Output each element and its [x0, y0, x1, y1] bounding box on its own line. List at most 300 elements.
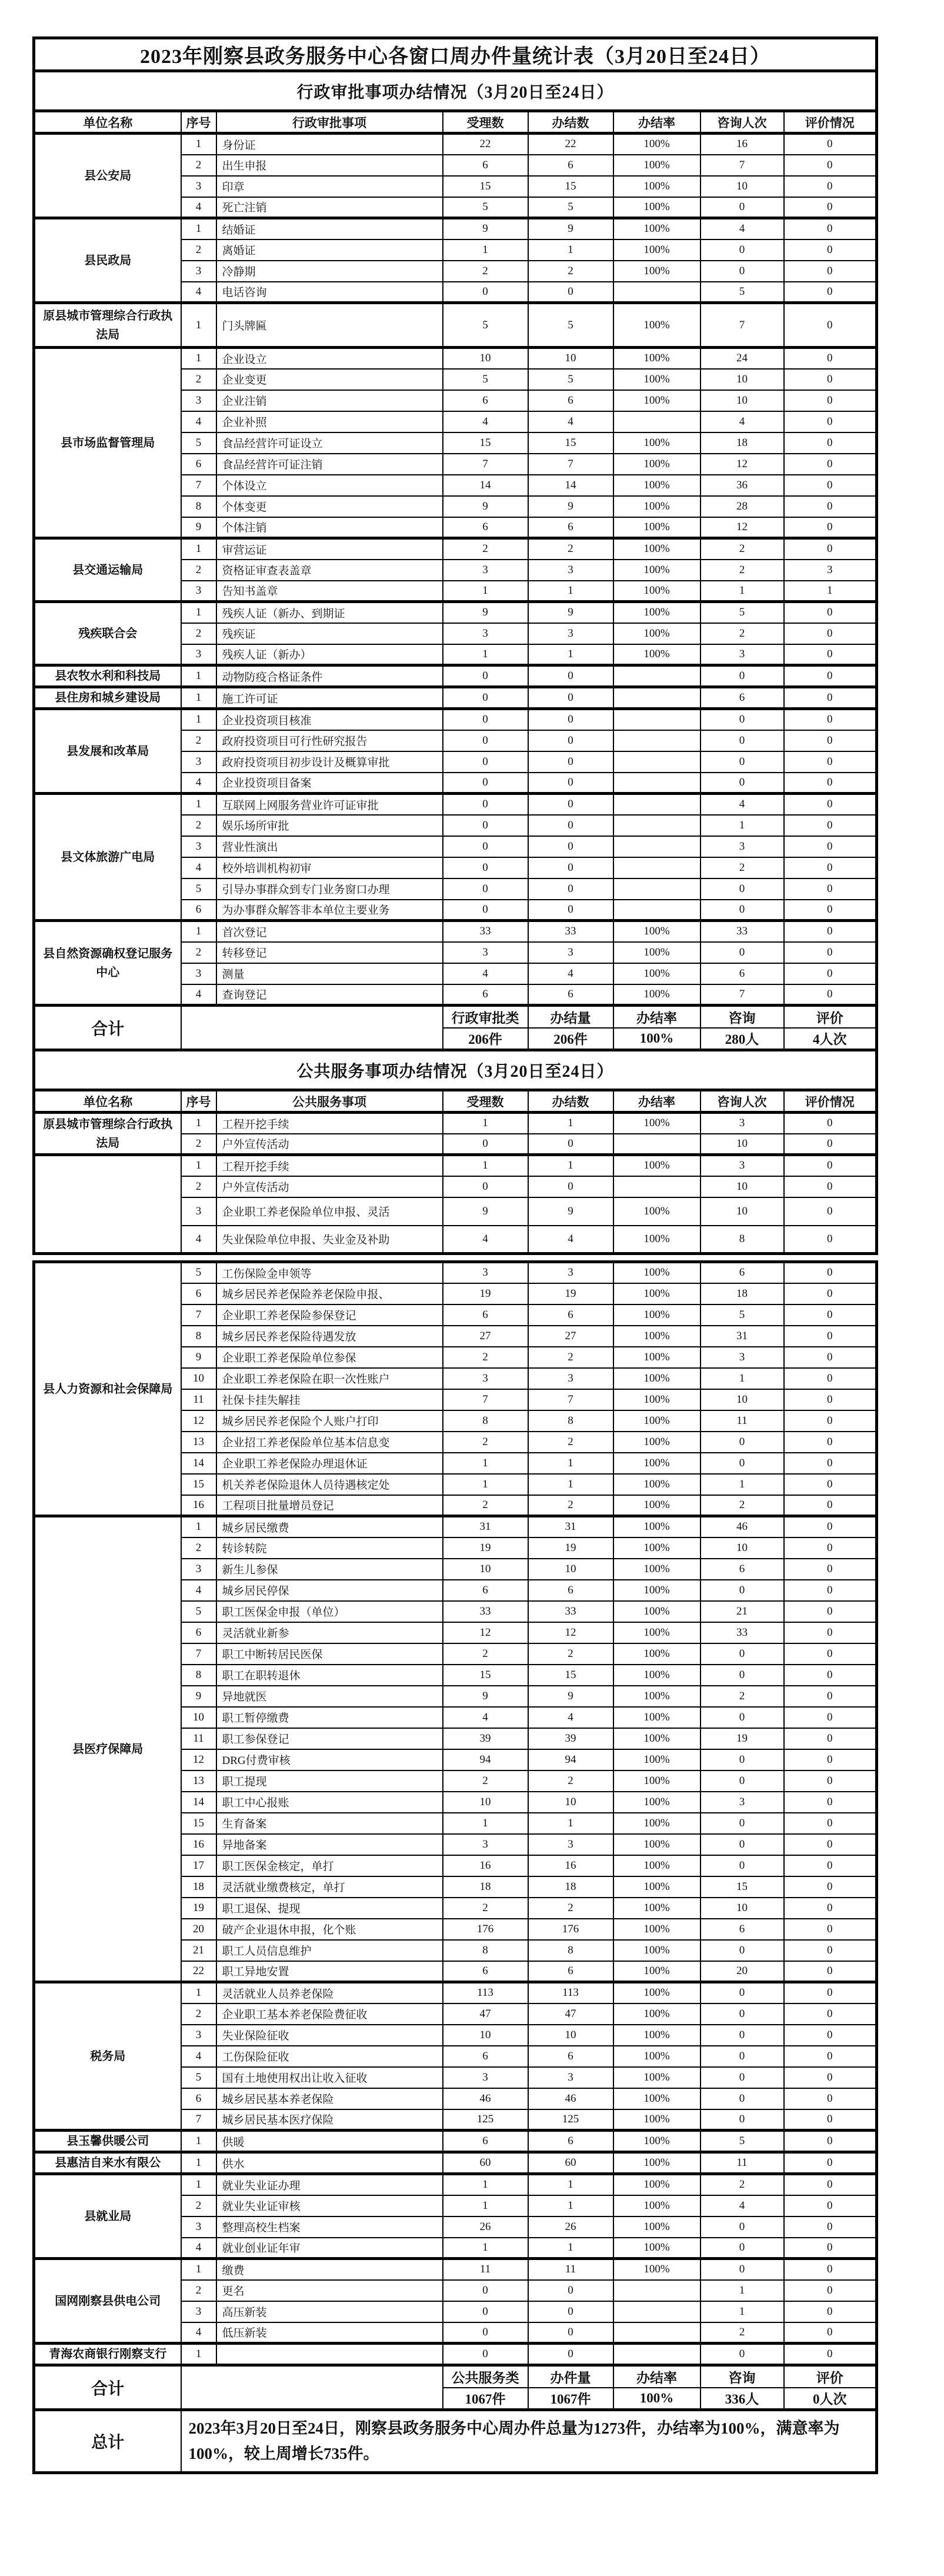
evaluation-cell: 0 [784, 878, 877, 900]
consult-count-cell: 2 [701, 1495, 784, 1516]
consult-count-cell: 0 [701, 751, 784, 773]
item-cell: 转移登记 [216, 942, 443, 963]
seq-cell: 4 [181, 411, 216, 432]
consult-count-cell: 1 [701, 2301, 784, 2322]
item-cell: 残疾人证（新办） [216, 644, 443, 665]
accepted-count-cell: 12 [443, 1622, 528, 1643]
completed-count-cell: 10 [528, 348, 613, 369]
evaluation-cell: 0 [784, 1813, 877, 1834]
seq-cell: 5 [181, 1262, 216, 1283]
consult-count-cell: 6 [701, 963, 784, 984]
completed-count-cell: 22 [528, 134, 613, 155]
item-cell: 城乡居民停保 [216, 1580, 443, 1601]
column-header-3: 受理数 [443, 111, 528, 134]
consult-count-cell: 0 [701, 1580, 784, 1601]
completed-count-cell: 6 [528, 1961, 613, 1982]
accepted-count-cell: 6 [443, 2131, 528, 2152]
evaluation-cell: 0 [784, 921, 877, 942]
completed-count-cell: 4 [528, 411, 613, 432]
completed-count-cell: 33 [528, 921, 613, 942]
item-cell: 结婚证 [216, 218, 443, 239]
total-spacer-cell [181, 2365, 443, 2410]
item-cell: 失业保险征收 [216, 2025, 443, 2046]
accepted-count-cell: 9 [443, 602, 528, 623]
unit-name-cell: 县民政局 [34, 218, 181, 303]
unit-name-cell: 县人力资源和社会保障局 [34, 1262, 181, 1516]
completed-count-cell: 5 [528, 197, 613, 218]
evaluation-cell: 0 [784, 1516, 877, 1537]
item-cell: 社保卡挂失解挂 [216, 1389, 443, 1410]
evaluation-cell: 0 [784, 1770, 877, 1792]
consult-count-cell: 2 [701, 1686, 784, 1707]
consult-count-cell: 7 [701, 303, 784, 348]
evaluation-cell: 0 [784, 857, 877, 878]
completed-count-cell: 39 [528, 1728, 613, 1749]
accepted-count-cell: 19 [443, 1283, 528, 1304]
seq-cell: 1 [181, 2259, 216, 2280]
seq-cell: 2 [181, 730, 216, 751]
consult-count-cell: 0 [701, 261, 784, 282]
evaluation-cell: 0 [784, 261, 877, 282]
accepted-count-cell: 31 [443, 1516, 528, 1537]
consult-count-cell: 28 [701, 496, 784, 517]
seq-cell: 11 [181, 1728, 216, 1749]
item-cell: 灵活就业新参 [216, 1622, 443, 1643]
evaluation-cell: 0 [784, 1134, 877, 1155]
accepted-count-cell: 0 [443, 857, 528, 878]
item-cell: 整理高校生档案 [216, 2216, 443, 2238]
item-cell: 企业职工养老保险参保登记 [216, 1304, 443, 1326]
consult-count-cell: 1 [701, 581, 784, 602]
consult-count-cell: 4 [701, 2195, 784, 2216]
item-cell: 职工中心报账 [216, 1792, 443, 1813]
seq-cell: 1 [181, 1155, 216, 1176]
seq-cell: 11 [181, 1389, 216, 1410]
table-row [34, 538, 877, 560]
accepted-count-cell: 0 [443, 815, 528, 836]
seq-cell: 2 [181, 2003, 216, 2025]
evaluation-cell: 0 [784, 2088, 877, 2109]
consult-count-cell: 0 [701, 665, 784, 687]
total-value-cell: 336人 [701, 2388, 784, 2410]
item-cell: 残疾人证（新办、到期证 [216, 602, 443, 623]
seq-cell: 3 [181, 581, 216, 602]
evaluation-cell: 0 [784, 2344, 877, 2365]
table-row [34, 2259, 877, 2280]
consult-count-cell: 20 [701, 1961, 784, 1982]
seq-cell: 4 [181, 857, 216, 878]
item-cell: 户外宣传活动 [216, 1134, 443, 1155]
seq-cell: 9 [181, 1347, 216, 1368]
total-header-cell: 评价 [784, 1006, 877, 1028]
completed-count-cell: 12 [528, 1622, 613, 1643]
completion-rate-cell: 100% [613, 197, 701, 218]
accepted-count-cell: 5 [443, 197, 528, 218]
completed-count-cell: 0 [528, 1134, 613, 1155]
item-cell: 校外培训机构初审 [216, 857, 443, 878]
completed-count-cell: 19 [528, 1283, 613, 1304]
evaluation-cell: 0 [784, 155, 877, 176]
completed-count-cell: 10 [528, 2025, 613, 2046]
column-header-row [34, 1090, 877, 1113]
unit-name-cell: 原县城市管理综合行政执法局 [34, 303, 181, 348]
completion-rate-cell: 100% [613, 2238, 701, 2259]
completion-rate-cell [613, 2301, 701, 2322]
completed-count-cell: 113 [528, 1982, 613, 2003]
accepted-count-cell: 6 [443, 1580, 528, 1601]
accepted-count-cell: 14 [443, 475, 528, 496]
completion-rate-cell: 100% [613, 369, 701, 390]
accepted-count-cell: 0 [443, 878, 528, 900]
evaluation-cell: 0 [784, 1919, 877, 1940]
accepted-count-cell: 2 [443, 1898, 528, 1919]
evaluation-cell: 0 [784, 900, 877, 921]
column-header-7: 评价情况 [784, 1090, 877, 1113]
page-gap-cell [34, 1254, 877, 1262]
seq-cell: 9 [181, 517, 216, 538]
seq-cell: 3 [181, 2301, 216, 2322]
item-cell: 职工退保、提现 [216, 1898, 443, 1919]
completed-count-cell: 9 [528, 1197, 613, 1226]
unit-name-cell: 县发展和改革局 [34, 709, 181, 794]
accepted-count-cell: 1 [443, 581, 528, 602]
item-cell: 审营运证 [216, 538, 443, 560]
completed-count-cell: 1 [528, 1155, 613, 1176]
completed-count-cell: 0 [528, 857, 613, 878]
evaluation-cell: 0 [784, 1155, 877, 1176]
completion-rate-cell: 100% [613, 2174, 701, 2195]
accepted-count-cell: 0 [443, 751, 528, 773]
seq-cell: 8 [181, 1326, 216, 1347]
unit-name-cell: 县就业局 [34, 2174, 181, 2259]
completion-rate-cell: 100% [613, 155, 701, 176]
total-header-cell: 办结率 [613, 1006, 701, 1028]
accepted-count-cell: 6 [443, 2046, 528, 2067]
column-header-6: 咨询人次 [701, 111, 784, 134]
completion-rate-cell: 100% [613, 538, 701, 560]
seq-cell: 2 [181, 560, 216, 581]
total-header-cell: 办结率 [613, 2365, 701, 2388]
consult-count-cell: 18 [701, 432, 784, 454]
completion-rate-cell: 100% [613, 1686, 701, 1707]
seq-cell: 1 [181, 2131, 216, 2152]
seq-cell: 9 [181, 1686, 216, 1707]
consult-count-cell: 5 [701, 1304, 784, 1326]
accepted-count-cell: 0 [443, 1176, 528, 1197]
completed-count-cell: 6 [528, 984, 613, 1006]
evaluation-cell: 0 [784, 1749, 877, 1770]
item-cell: 出生申报 [216, 155, 443, 176]
item-cell: 为办事群众解答非本单位主要业务 [216, 900, 443, 921]
seq-cell: 6 [181, 1622, 216, 1643]
completed-count-cell: 0 [528, 815, 613, 836]
item-cell: 城乡居民基本医疗保险 [216, 2109, 443, 2131]
item-cell: 政府投资项目可行性研究报告 [216, 730, 443, 751]
seq-cell: 4 [181, 197, 216, 218]
item-cell: 企业招工养老保险单位基本信息变 [216, 1432, 443, 1453]
consult-count-cell: 0 [701, 1982, 784, 2003]
accepted-count-cell: 26 [443, 2216, 528, 2238]
item-cell: 企业设立 [216, 348, 443, 369]
accepted-count-cell: 0 [443, 282, 528, 303]
completion-rate-cell: 100% [613, 1368, 701, 1389]
total-value-cell: 100% [613, 2388, 701, 2410]
consult-count-cell: 0 [701, 1665, 784, 1686]
consult-count-cell: 12 [701, 454, 784, 475]
completion-rate-cell: 100% [613, 1770, 701, 1792]
accepted-count-cell: 33 [443, 921, 528, 942]
consult-count-cell: 0 [701, 2216, 784, 2238]
page-title: 2023年刚察县政务服务中心各窗口周办件量统计表（3月20日至24日） [34, 38, 877, 71]
completion-rate-cell [613, 815, 701, 836]
item-cell: 就业失业证审核 [216, 2195, 443, 2216]
column-header-4: 办结数 [528, 1090, 613, 1113]
item-cell: 冷静期 [216, 261, 443, 282]
evaluation-cell: 0 [784, 432, 877, 454]
seq-cell: 1 [181, 1982, 216, 2003]
completed-count-cell: 6 [528, 1304, 613, 1326]
column-header-7: 评价情况 [784, 111, 877, 134]
seq-cell: 13 [181, 1770, 216, 1792]
table-row [34, 303, 877, 348]
item-cell: 动物防疫合格证条件 [216, 665, 443, 687]
column-header-1: 序号 [181, 1090, 216, 1113]
evaluation-cell: 0 [784, 2322, 877, 2344]
total-value-cell: 280人 [701, 1028, 784, 1050]
completion-rate-cell: 100% [613, 1559, 701, 1580]
accepted-count-cell: 6 [443, 984, 528, 1006]
consult-count-cell: 10 [701, 1389, 784, 1410]
item-cell: 机关养老保险退休人员待遇核定处 [216, 1474, 443, 1495]
completion-rate-cell: 100% [613, 1262, 701, 1283]
consult-count-cell: 0 [701, 1707, 784, 1728]
consult-count-cell: 1 [701, 1368, 784, 1389]
accepted-count-cell: 18 [443, 1876, 528, 1898]
completed-count-cell: 0 [528, 1176, 613, 1197]
completed-count-cell: 176 [528, 1919, 613, 1940]
accepted-count-cell: 8 [443, 1410, 528, 1432]
item-cell: 食品经营许可证设立 [216, 432, 443, 454]
column-header-3: 受理数 [443, 1090, 528, 1113]
item-cell: 灵活就业人员养老保险 [216, 1982, 443, 2003]
consult-count-cell: 0 [701, 2238, 784, 2259]
item-cell: 企业补照 [216, 411, 443, 432]
column-header-1: 序号 [181, 111, 216, 134]
consult-count-cell: 6 [701, 1919, 784, 1940]
unit-name-cell: 税务局 [34, 1982, 181, 2131]
completed-count-cell: 0 [528, 2322, 613, 2344]
completion-rate-cell [613, 411, 701, 432]
seq-cell: 1 [181, 134, 216, 155]
evaluation-cell: 0 [784, 2152, 877, 2174]
completion-rate-cell: 100% [613, 1898, 701, 1919]
evaluation-cell: 0 [784, 1982, 877, 2003]
consult-count-cell: 0 [701, 878, 784, 900]
item-cell: 企业投资项目核准 [216, 709, 443, 730]
evaluation-cell: 0 [784, 1368, 877, 1389]
accepted-count-cell: 46 [443, 2088, 528, 2109]
item-cell: 食品经营许可证注销 [216, 454, 443, 475]
completed-count-cell: 6 [528, 2046, 613, 2067]
accepted-count-cell: 2 [443, 1495, 528, 1516]
item-cell: 印章 [216, 176, 443, 197]
evaluation-cell: 0 [784, 1665, 877, 1686]
consult-count-cell: 0 [701, 2259, 784, 2280]
seq-cell: 2 [181, 2195, 216, 2216]
accepted-count-cell: 1 [443, 1155, 528, 1176]
evaluation-cell: 0 [784, 454, 877, 475]
consult-count-cell: 0 [701, 1940, 784, 1961]
consult-count-cell: 3 [701, 1347, 784, 1368]
consult-count-cell: 7 [701, 984, 784, 1006]
column-header-5: 办结率 [613, 111, 701, 134]
seq-cell: 3 [181, 1197, 216, 1226]
completion-rate-cell: 100% [613, 1834, 701, 1855]
seq-cell: 2 [181, 2280, 216, 2301]
consult-count-cell: 4 [701, 218, 784, 239]
evaluation-cell: 0 [784, 134, 877, 155]
completed-count-cell: 0 [528, 730, 613, 751]
completion-rate-cell: 100% [613, 1516, 701, 1537]
completion-rate-cell: 100% [613, 1855, 701, 1876]
completion-rate-cell [613, 836, 701, 857]
accepted-count-cell: 176 [443, 1919, 528, 1940]
completion-rate-cell: 100% [613, 602, 701, 623]
completion-rate-cell: 100% [613, 1432, 701, 1453]
item-cell: 企业职工养老保险单位参保 [216, 1347, 443, 1368]
completion-rate-cell: 100% [613, 1728, 701, 1749]
evaluation-cell: 0 [784, 369, 877, 390]
completion-rate-cell: 100% [613, 984, 701, 1006]
completed-count-cell: 3 [528, 2067, 613, 2088]
completion-rate-cell: 100% [613, 1113, 701, 1134]
consult-count-cell: 8 [701, 1226, 784, 1254]
completion-rate-cell: 100% [613, 2046, 701, 2067]
accepted-count-cell: 1 [443, 239, 528, 261]
weekly-stats-table [32, 36, 878, 2474]
grand-total-text-cell: 2023年3月20日至24日，刚察县政务服务中心周办件总量为1273件，办结率为100%，满意率为100%，较上周增长735件。 [181, 2410, 877, 2473]
section-total-row [34, 2365, 877, 2388]
consult-count-cell: 5 [701, 2131, 784, 2152]
consult-count-cell: 0 [701, 1813, 784, 1834]
completed-count-cell: 1 [528, 1474, 613, 1495]
seq-cell: 12 [181, 1749, 216, 1770]
completed-count-cell: 1 [528, 1453, 613, 1474]
seq-cell: 1 [181, 665, 216, 687]
consult-count-cell: 1 [701, 2280, 784, 2301]
seq-cell: 7 [181, 1643, 216, 1665]
completed-count-cell: 15 [528, 176, 613, 197]
completed-count-cell: 2 [528, 538, 613, 560]
evaluation-cell: 0 [784, 1113, 877, 1134]
completed-count-cell: 26 [528, 2216, 613, 2238]
item-cell: 企业职工养老保险在职一次性账户 [216, 1368, 443, 1389]
evaluation-cell: 0 [784, 1347, 877, 1368]
completion-rate-cell: 100% [613, 2152, 701, 2174]
completion-rate-cell: 100% [613, 1283, 701, 1304]
title-row [34, 38, 877, 71]
seq-cell: 1 [181, 709, 216, 730]
unit-name-cell: 原县城市管理综合行政执法局 [34, 1113, 181, 1155]
unit-name-cell: 残疾联合会 [34, 602, 181, 665]
table-row [34, 2344, 877, 2365]
consult-count-cell: 6 [701, 1262, 784, 1283]
completed-count-cell: 3 [528, 1834, 613, 1855]
completion-rate-cell: 100% [613, 1410, 701, 1432]
table-row [34, 2174, 877, 2195]
table-row [34, 794, 877, 815]
evaluation-cell: 0 [784, 176, 877, 197]
completed-count-cell: 7 [528, 1389, 613, 1410]
accepted-count-cell: 6 [443, 155, 528, 176]
item-cell: 国有土地使用权出让收入征收 [216, 2067, 443, 2088]
evaluation-cell: 0 [784, 282, 877, 303]
completed-count-cell: 60 [528, 2152, 613, 2174]
completion-rate-cell: 100% [613, 2025, 701, 2046]
item-cell: 告知书盖章 [216, 581, 443, 602]
completion-rate-cell: 100% [613, 1197, 701, 1226]
unit-name-cell: 县公安局 [34, 134, 181, 218]
evaluation-cell: 0 [784, 1898, 877, 1919]
completed-count-cell: 11 [528, 2259, 613, 2280]
consult-count-cell: 0 [701, 1643, 784, 1665]
item-cell: 离婚证 [216, 239, 443, 261]
item-cell: 娱乐场所审批 [216, 815, 443, 836]
item-cell: 破产企业退休申报，化个账 [216, 1919, 443, 1940]
completion-rate-cell: 100% [613, 1347, 701, 1368]
seq-cell: 7 [181, 1304, 216, 1326]
seq-cell: 4 [181, 984, 216, 1006]
completed-count-cell: 0 [528, 665, 613, 687]
completion-rate-cell [613, 857, 701, 878]
accepted-count-cell: 0 [443, 773, 528, 794]
item-cell: 异地就医 [216, 1686, 443, 1707]
evaluation-cell: 0 [784, 1432, 877, 1453]
accepted-count-cell: 1 [443, 2195, 528, 2216]
completed-count-cell: 0 [528, 878, 613, 900]
completion-rate-cell [613, 282, 701, 303]
consult-count-cell: 10 [701, 390, 784, 411]
item-cell: 职工医保金申报（单位） [216, 1601, 443, 1622]
item-cell: 门头牌匾 [216, 303, 443, 348]
completed-count-cell: 3 [528, 560, 613, 581]
item-cell: 城乡居民缴费 [216, 1516, 443, 1537]
unit-name-cell: 县文体旅游广电局 [34, 794, 181, 921]
seq-cell: 1 [181, 348, 216, 369]
completed-count-cell: 1 [528, 239, 613, 261]
accepted-count-cell: 3 [443, 1368, 528, 1389]
completion-rate-cell: 100% [613, 176, 701, 197]
seq-cell: 7 [181, 2109, 216, 2131]
accepted-count-cell: 27 [443, 1326, 528, 1347]
accepted-count-cell: 6 [443, 517, 528, 538]
completed-count-cell: 19 [528, 1537, 613, 1559]
table-row [34, 1113, 877, 1134]
unit-name-cell: 县住房和城乡建设局 [34, 687, 181, 709]
evaluation-cell: 0 [784, 1855, 877, 1876]
completed-count-cell: 9 [528, 496, 613, 517]
table-row [34, 602, 877, 623]
consult-count-cell: 10 [701, 1898, 784, 1919]
seq-cell: 5 [181, 2067, 216, 2088]
accepted-count-cell: 47 [443, 2003, 528, 2025]
consult-count-cell: 2 [701, 2322, 784, 2344]
completed-count-cell: 16 [528, 1855, 613, 1876]
evaluation-cell: 1 [784, 581, 877, 602]
item-cell: 残疾证 [216, 623, 443, 644]
completed-count-cell: 14 [528, 475, 613, 496]
seq-cell: 10 [181, 1368, 216, 1389]
